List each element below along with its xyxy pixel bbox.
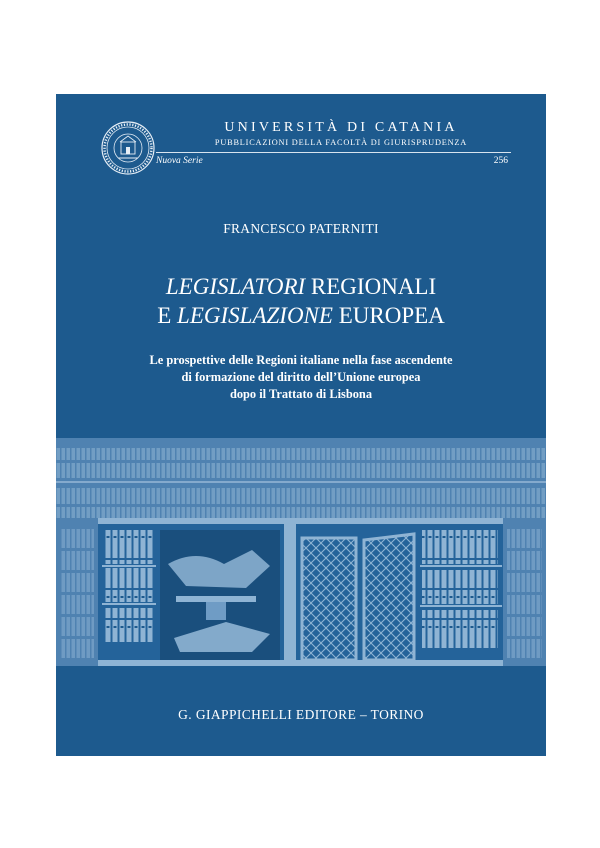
book-cover (56, 94, 546, 756)
title-italic-1: LEGISLATORI (165, 274, 306, 299)
title-lead-2: E (157, 303, 178, 328)
title-line-1 (56, 272, 546, 301)
book-subtitle (76, 352, 526, 403)
book-title (56, 272, 546, 330)
title-rest-1: REGIONALI (305, 274, 437, 299)
university-seal-icon (100, 120, 156, 176)
title-italic-2: LEGISLAZIONE (177, 303, 333, 328)
title-rest-2: EUROPEA (332, 303, 445, 328)
subtitle-line-3: dopo il Trattato di Lisbona (229, 387, 373, 401)
series-publications: PUBBLICAZIONI DELLA FACOLTÀ DI GIURISPRUDENZA (214, 138, 468, 147)
divider (156, 152, 511, 153)
subtitle-line-1: Le prospettive delle Regioni italiane nella fase ascendente (149, 353, 453, 367)
author-name: FRANCESCO PATERNITI (223, 221, 379, 236)
title-line-2 (56, 301, 546, 330)
library-engraving (56, 438, 546, 666)
series-label: Nuova Serie (156, 156, 203, 166)
publisher: G. GIAPPICHELLI EDITORE – TORINO (178, 707, 424, 722)
university-name: UNIVERSITÀ DI CATANIA (224, 120, 458, 135)
subtitle-line-2: di formazione del diritto dell’Unione europea (181, 370, 421, 384)
series-number: 256 (493, 156, 508, 166)
